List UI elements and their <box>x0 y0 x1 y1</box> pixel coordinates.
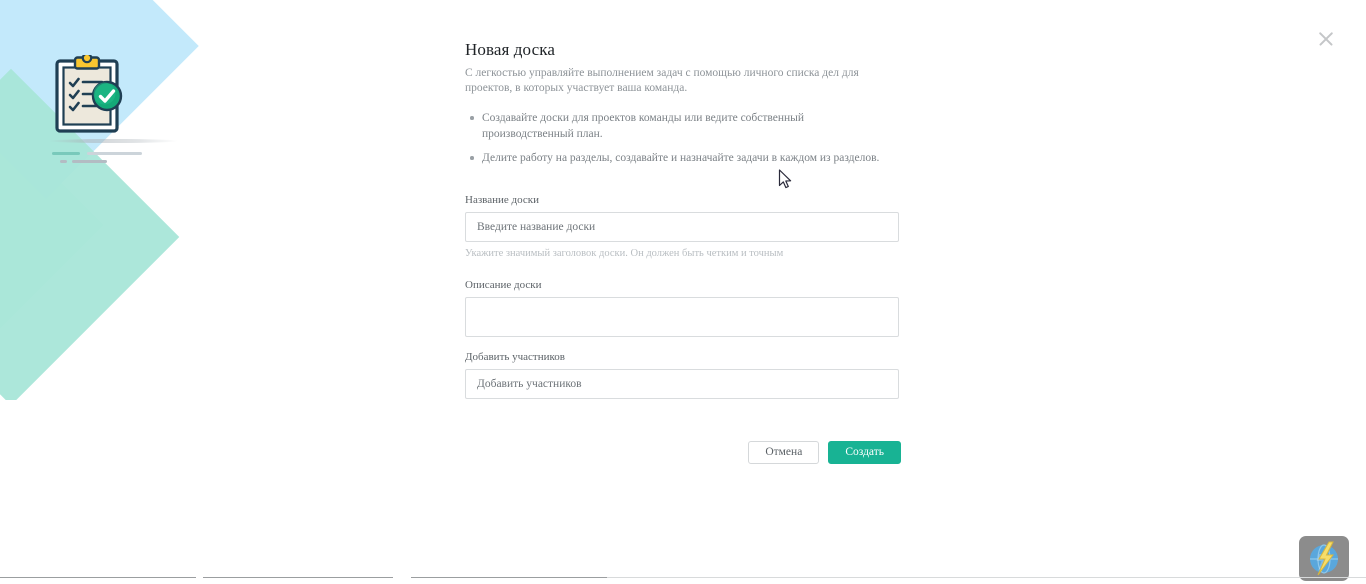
list-item: Создавайте доски для проектов команды или ведите собственный производственный план. <box>482 110 901 142</box>
board-name-field-group <box>465 194 899 259</box>
placeholder-line-2 <box>87 152 142 155</box>
clipboard-icon <box>54 55 126 135</box>
create-button[interactable]: Создать <box>828 441 901 464</box>
dialog-actions <box>465 441 901 464</box>
close-icon[interactable] <box>1316 29 1336 49</box>
lightning-globe-icon[interactable] <box>1299 536 1349 581</box>
placeholder-line-3 <box>60 160 67 163</box>
clipboard-checklist-illustration <box>54 55 126 135</box>
board-name-helper-text: Укажите значимый заголовок доски. Он должен быть четким и точным <box>465 248 784 259</box>
cancel-button[interactable]: Отмена <box>748 441 819 464</box>
taskbar-strip <box>0 576 1366 584</box>
blue-diamond-shape <box>0 0 199 199</box>
placeholder-line-1 <box>52 152 80 155</box>
participants-input[interactable] <box>465 369 899 399</box>
board-description-label: Описание доски <box>465 279 542 291</box>
illustration-shadow <box>48 139 178 143</box>
board-description-input[interactable] <box>465 297 899 337</box>
board-description-field-group <box>465 279 899 337</box>
mint-diamond-back <box>0 77 103 374</box>
board-name-input[interactable] <box>465 212 899 242</box>
lightning-globe-glyph <box>1299 536 1349 581</box>
taskbar-segment <box>411 577 607 579</box>
taskbar-segment <box>203 577 393 579</box>
page-title: Новая доска <box>465 40 555 59</box>
new-board-dialog <box>465 0 901 458</box>
feature-list <box>465 110 901 166</box>
list-item: Делите работу на разделы, создавайте и назначайте задачи в каждом из разделов. <box>482 150 901 166</box>
placeholder-line-4 <box>72 160 107 163</box>
check-circle-icon <box>93 82 121 110</box>
illustration-panel <box>0 0 400 400</box>
dialog-subtitle: С легкостью управляйте выполнением задач с помощью личного списка дел для проектов, в которых участвует ваша команда. <box>465 67 859 94</box>
participants-field-group <box>465 351 899 399</box>
board-name-label: Название доски <box>465 194 539 206</box>
taskbar-segment <box>0 577 196 579</box>
mint-diamond-shape <box>0 69 179 400</box>
taskbar-segment <box>607 577 1366 579</box>
participants-label: Добавить участников <box>465 351 565 363</box>
